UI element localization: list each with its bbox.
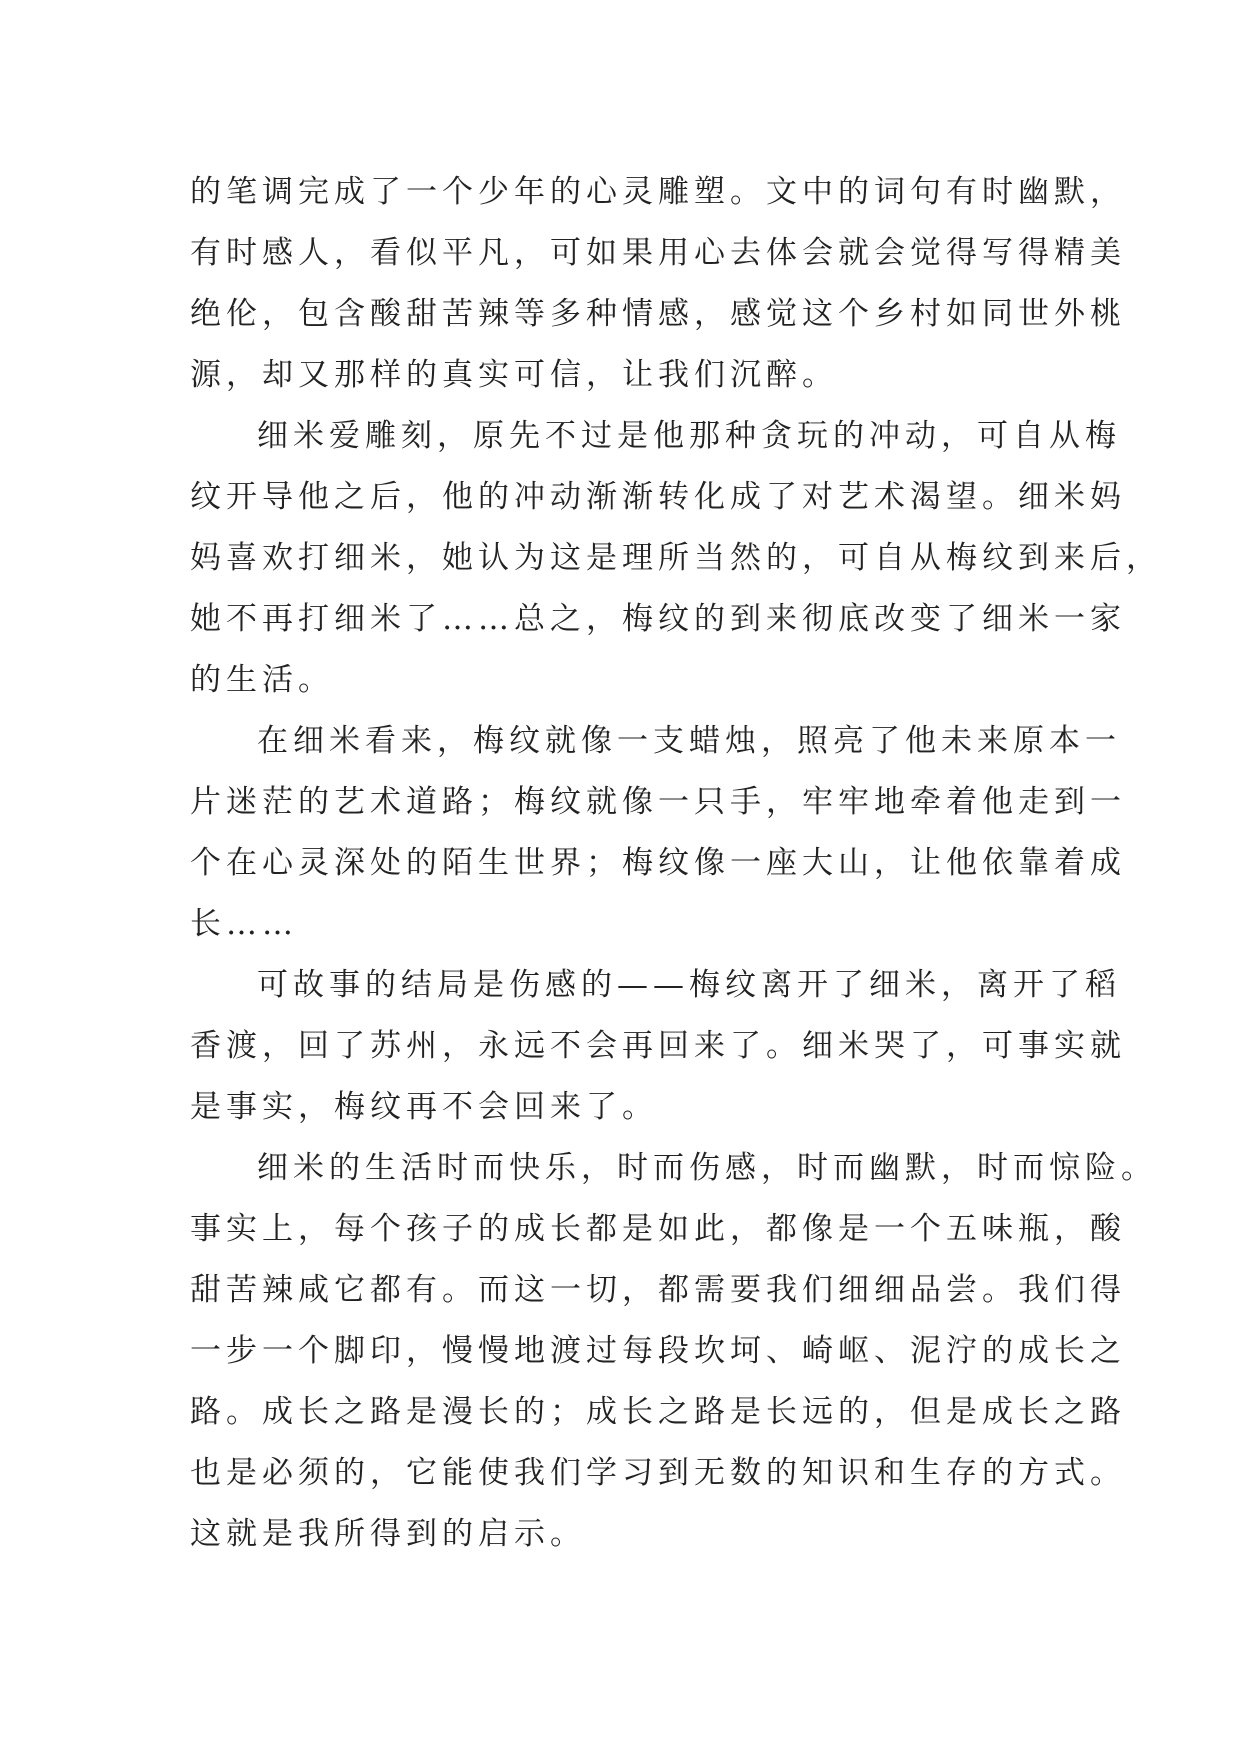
paragraph-start-line: 细米的生活时而快乐，时而伤感，时而幽默，时而惊险。 xyxy=(257,1150,1157,1186)
text-line: 妈喜欢打细米，她认为这是理所当然的，可自从梅纹到来后， xyxy=(190,540,1162,576)
text-line: 有时感人，看似平凡，可如果用心去体会就会觉得写得精美 xyxy=(190,235,1126,271)
body-text xyxy=(190,162,1162,1565)
text-line: 个在心灵深处的陌生世界；梅纹像一座大山，让他依靠着成 xyxy=(190,845,1126,881)
text-line: 片迷茫的艺术道路；梅纹就像一只手，牢牢地牵着他走到一 xyxy=(190,784,1126,820)
text-line: 事实上，每个孩子的成长都是如此，都像是一个五味瓶，酸 xyxy=(190,1211,1126,1247)
paragraph-start-line: 在细米看来，梅纹就像一支蜡烛，照亮了他未来原本一 xyxy=(257,723,1121,759)
text-line: 一步一个脚印，慢慢地渡过每段坎坷、崎岖、泥泞的成长之 xyxy=(190,1333,1126,1369)
text-line: 长…… xyxy=(190,906,298,942)
text-line: 路。成长之路是漫长的；成长之路是长远的，但是成长之路 xyxy=(190,1394,1126,1430)
text-line: 是事实，梅纹再不会回来了。 xyxy=(190,1089,658,1125)
text-line: 香渡，回了苏州，永远不会再回来了。细米哭了，可事实就 xyxy=(190,1028,1126,1064)
paragraph-start-line: 细米爱雕刻，原先不过是他那种贪玩的冲动，可自从梅 xyxy=(257,418,1121,454)
text-line: 的笔调完成了一个少年的心灵雕塑。文中的词句有时幽默， xyxy=(190,174,1126,210)
text-line: 她不再打细米了……总之，梅纹的到来彻底改变了细米一家 xyxy=(190,601,1126,637)
text-line: 也是必须的，它能使我们学习到无数的知识和生存的方式。 xyxy=(190,1455,1126,1491)
text-line: 纹开导他之后，他的冲动渐渐转化成了对艺术渴望。细米妈 xyxy=(190,479,1126,515)
paragraph-start-line: 可故事的结局是伤感的——梅纹离开了细米，离开了稻 xyxy=(257,967,1121,1003)
text-line: 这就是我所得到的启示。 xyxy=(190,1516,586,1552)
text-line: 甜苦辣咸它都有。而这一切，都需要我们细细品尝。我们得 xyxy=(190,1272,1126,1308)
text-line: 源，却又那样的真实可信，让我们沉醉。 xyxy=(190,357,838,393)
text-line: 的生活。 xyxy=(190,662,334,698)
text-line: 绝伦，包含酸甜苦辣等多种情感，感觉这个乡村如同世外桃 xyxy=(190,296,1126,332)
